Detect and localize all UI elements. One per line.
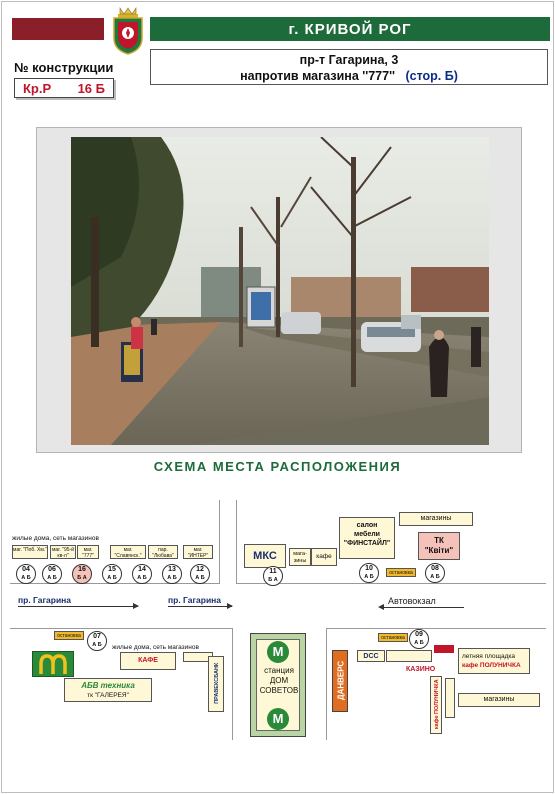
shop-top-0: маг. "Поб. Хм." [12,545,48,559]
city-coat-of-arms [108,4,148,56]
bus-stop-bottom-right: остановка [378,633,408,642]
cafe-bottom: КАФЕ [120,652,176,670]
scheme-title: СХЕМА МЕСТА РАСПОЛОЖЕНИЯ [153,459,402,474]
bus-station-arrowhead [378,604,384,610]
construction-code: Кр.Р [23,80,52,96]
city-title-bar [150,17,550,41]
shops-top-right: магазины [399,512,473,526]
shop-top-5: маг. "ИНТЕР" [183,545,213,559]
danvers-store: ДАНВЕРС [332,650,348,712]
bus-stop-bottom-left: остановка [54,631,84,640]
street-photo [71,137,489,445]
construction-circle-13: 13 А Б [162,564,182,584]
bus-station-arrow [384,607,464,608]
metro-station-name: станция ДОМ СОВЕТОВ [259,666,299,695]
map-divider [326,628,327,740]
address-box [150,49,548,85]
address-side: (стор. Б) [405,69,458,83]
shop-top-2: маг. "777" [77,545,99,559]
map-divider [232,628,233,740]
pravex-bank: ПРАВЕКСБАНК [208,656,224,712]
city-title: г. КРИВОЙ РОГ [288,20,412,38]
kazino-label: КАЗИНО [406,666,436,673]
address-line2: напротив магазина ''777'' [240,69,396,83]
photo-frame [36,127,522,453]
furniture-salon: салон мебели "ФИНСТАЙЛ" [339,517,395,559]
metro-station [250,633,306,737]
housing-label-bottom: жилые дома, сеть магазинов [112,644,199,651]
street-label-left: пр. Гагарина [18,595,72,605]
dcc-store: DCC [357,650,385,662]
mcdonalds-logo [32,651,74,677]
construction-circle-08: 08 А Б [425,563,445,583]
tk-kviti: ТК "Квіти" [418,532,460,560]
construction-circle-09: 09 А Б [409,629,429,649]
kazino-marker [434,645,454,653]
map-divider [10,628,232,629]
mks-shop: МКС [244,544,286,568]
shops-small: мага- зины [289,548,311,566]
shop-top-4: пар. "Любава" [148,545,178,559]
map-divider [219,500,220,584]
metro-icon: М [267,708,289,730]
housing-label-top: жилые дома, сеть магазинов [12,535,99,542]
header-left-bar [12,18,104,40]
summer-terrace-label: летняя площадка [462,653,515,660]
construction-circle-11: 11 Б А [263,566,283,586]
shop-top-1: маг. "95-й кв-л" [51,547,74,559]
metro-icon: М [267,641,289,663]
street-arrow-left [18,606,138,607]
summer-terrace [458,648,530,674]
construction-circle-16: 16 Б А [72,564,92,584]
abv-gallery [64,678,152,702]
map-divider [236,500,237,584]
shop-top-3: маг. "Славянск." [110,545,146,559]
street-arrow-right [168,606,232,607]
construction-label: № конструкции [14,60,114,75]
map-divider [326,628,546,629]
gallery-label: тк "ГАЛЕРЕЯ" [87,692,129,699]
polunichka-vertical: кафе ПОЛУНИЧКА [430,676,442,734]
bus-stop-top: остановка [386,568,416,577]
construction-circle-12: 12 А Б [190,564,210,584]
shops-bottom-right: магазины [458,693,540,707]
shop-block-small [445,678,455,718]
map-divider [236,583,546,584]
construction-circle-10: 10 А Б [359,563,379,583]
construction-code-box [14,78,114,98]
address-line1: пр-т Гагарина, 3 [299,53,399,67]
construction-circle-06: 06 А Б [42,564,62,584]
bus-station-label: Автовокзал [388,596,436,606]
construction-circle-07: 07 А Б [87,631,107,651]
shop-block-right [386,650,432,662]
construction-circle-15: 15 А Б [102,564,122,584]
construction-circle-04: 04 А Б [16,564,36,584]
construction-number: 16 Б [77,80,105,96]
cafe-top: кафе [311,548,337,566]
abv-label: АБВ техника [81,681,135,690]
construction-circle-14: 14 А Б [132,564,152,584]
polunichka-label: кафе ПОЛУНИЧКА [462,662,521,669]
street-label-right: пр. Гагарина [168,595,222,605]
